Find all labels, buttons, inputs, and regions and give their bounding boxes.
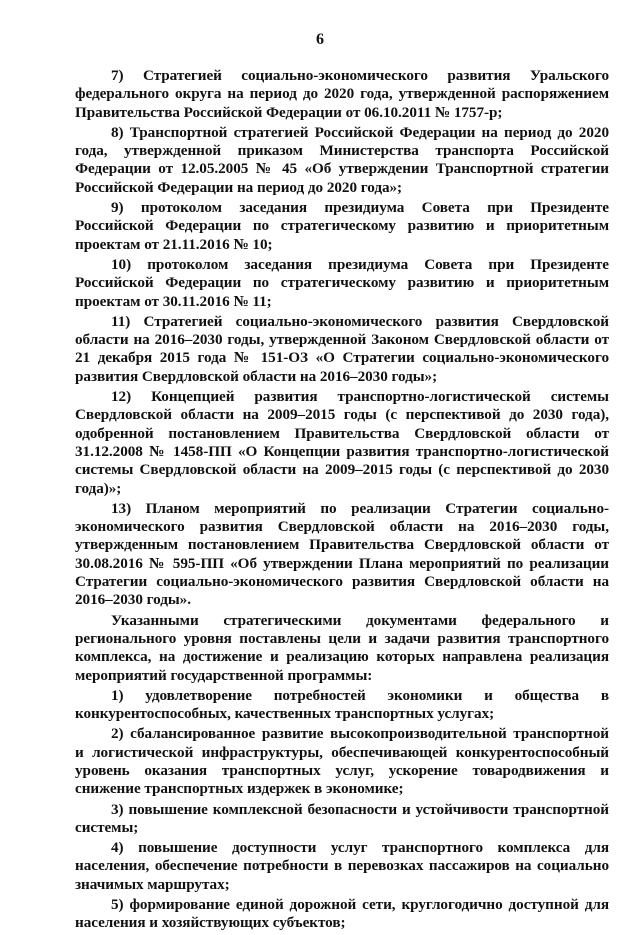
goal-item-1: 1) удовлетворение потребностей экономики и общества в конкурентоспособных, качественных транспортных услугах; — [75, 686, 609, 723]
goal-item-2: 2) сбалансированное развитие высокопроизводительной транспортной и логистической инфраструктуры, обеспечивающей конкурентоспособный уровень оказания транспортных услуг, ускорение товародвижения и снижение транспортных издержек в экономике; — [75, 725, 609, 798]
document-body — [75, 67, 609, 935]
list-item-8: 8) Транспортной стратегией Российской Федерации на период до 2020 года, утвержденной приказом Министерства транспорта Российской Федерации от 12.05.2005 № 45 «Об утверждении Транспортной стратегии Российской Федерации на период до 2020 года»; — [75, 123, 609, 196]
list-item-10: 10) протоколом заседания президиума Совета при Президенте Российской Федерации по стратегическому развитию и приоритетным проектам от 30.11.2016 № 11; — [75, 255, 609, 310]
goal-item-3: 3) повышение комплексной безопасности и устойчивости транспортной системы; — [75, 800, 609, 836]
page-number: 6 — [316, 31, 324, 48]
goal-item-5: 5) формирование единой дорожной сети, круглогодично доступной для населения и хозяйствующих субъектов; — [75, 896, 609, 932]
list-item-7: 7) Стратегией социально-экономического развития Уральского федерального округа на период до 2020 года, утвержденной распоряжением Правительства Российской Федерации от 06.10.2011 № 1757-р; — [75, 67, 609, 121]
list-item-13: 13) Планом мероприятий по реализации Стратегии социально-экономического развития Свердловской области на 2016–2030 годы, утвержденным постановлением Правительства Свердловской области от 30.08.2016 № 595-ПП «Об утверждении Плана мероприятий по реализации Стратегии социально-экономического развития Свердловской области на 2016–2030 годы». — [75, 499, 609, 609]
goal-item-4: 4) повышение доступности услуг транспортного комплекса для населения, обеспечение потребности в перевозках пассажиров на социально значимых маршрутах; — [75, 839, 609, 893]
list-item-9: 9) протоколом заседания президиума Совета при Президенте Российской Федерации по стратегическому развитию и приоритетным проектам от 21.11.2016 № 10; — [75, 199, 609, 253]
summary-paragraph: Указанными стратегическими документами федерального и регионального уровня поставлены цели и задачи развития транспортного комплекса, на достижение и реализацию которых направлена реализация мероприятий государственной программы: — [75, 611, 609, 684]
list-item-11: 11) Стратегией социально-экономического развития Свердловской области на 2016–2030 годы, утвержденной Законом Свердловской области от 21 декабря 2015 года № 151-ОЗ «О Стратегии социально-экономического развития Свердловской области на 2016–2030 годы»; — [75, 312, 609, 385]
list-item-12: 12) Концепцией развития транспортно-логистической системы Свердловской области на 2009–2015 годы (с перспективой до 2030 года), одобренной постановлением Правительства Свердловской области от 31.12.2008 № 1458-ПП «О Концепции развития транспортно-логистической системы Свердловской области на 2009–2015 годы (с перспективой до 2030 года)»; — [75, 388, 609, 497]
